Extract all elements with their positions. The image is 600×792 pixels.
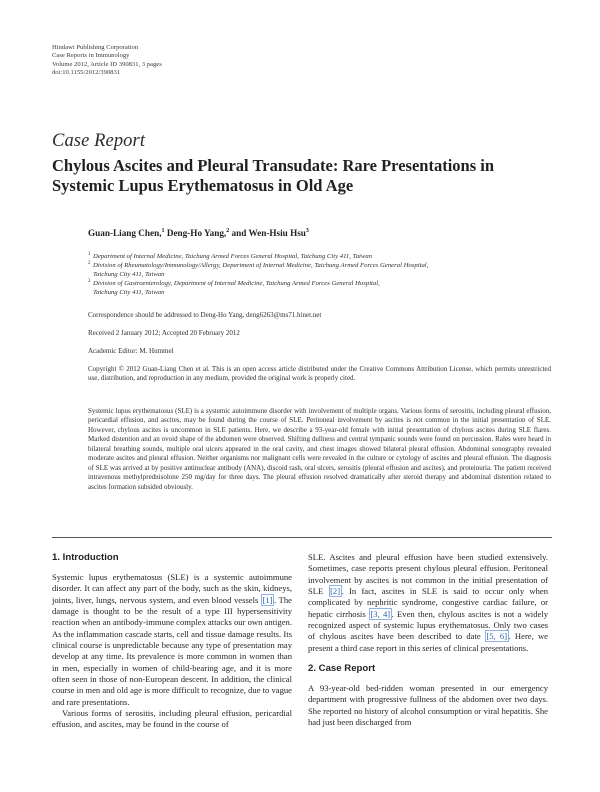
affiliations [88,253,558,298]
affiliation-item [88,280,558,289]
volume-info: Volume 2012, Article ID 390831, 3 pages [52,60,162,68]
publisher-name: Hindawi Publishing Corporation [52,44,139,51]
academic-editor: Academic Editor: M. Hummel [88,347,174,355]
article-title: Chylous Ascites and Pleural Transudate: Rare Presentations in Systemic Lupus Erythematosus in Old Age [52,156,495,195]
paragraph-text: Systemic lupus erythematosus (SLE) is a systemic autoimmune disorder. It can affect any part of the body, such as the skin, kidneys, joints, liver, lungs, nervous system, and even blood vessels [52,572,292,605]
left-column [52,552,292,731]
journal-header [52,44,162,78]
author-list [88,228,309,238]
introduction-paragraph-continued [308,552,548,654]
doi: doi:10.1155/2012/390831 [52,69,121,77]
paragraph-text: SLE. Ascites and pleural effusion have been studied extensively. Sometimes, case reports present chylous pleural effusion. Peritoneal involvement by ascites is not common in the initial presentation of SLE [308,552,548,597]
affiliation-item [88,253,558,262]
affiliation-text: Department of Internal Medicine, Taichung Armed Forces General Hospital, Taichung City 411, Taiwan [93,253,373,260]
author-name: Deng-Ho Yang, [166,228,227,239]
author-affiliation-mark: 1 [161,228,165,234]
abstract: Systemic lupus erythematosus (SLE) is a systemic autoimmune disorder with involvement of multiple organs. Various forms of serositis, including pleural effusion, pericardial effusion, and ascites, may be found during the course of SLE. Peritoneal involvement by ascites is not common in the initial presentation of SLE. However, chylous ascites is uncommon in SLE patients. Here, we describe a 93-year-old female with initial presentation of chylous ascites during SLE flares. Marked distention and an ovoid shape of the abdomen were observed. Shifting dullness and central tympanic sounds were found on percussion. Rales were heard in bilateral breathing sounds, multiple oral ulcers appeared in the oral cavity, and chest images showed bilateral pleural effusion. Abdominal sonography revealed moderate ascites and pleural effusion. Neither organisms nor malignant cells were revealed in the culture or cytology of ascites and pleural effusion. The diagnosis of SLE was arrived at by positive antinuclear antibody (ANA), discoid rash, oral ulcers, serositis (pleural effusion and ascites), and proteinuria. The patient received intravenous methylprednisolone 250 mg/day for three days. The pleural effusion resolved dramatically after steroid therapy and abdominal distention related to ascites formation subsided obviously. [88,407,551,491]
correspondence-line: Correspondence should be addressed to Deng-Ho Yang, deng6263@ms71.hinet.net [88,311,322,319]
introduction-heading: 1. Introduction [52,552,119,563]
affiliation-item [88,262,558,271]
introduction-paragraph: Various forms of serositis, including pleural effusion, pericardial effusion, and ascites, may be found in the course of [52,708,292,730]
citation-link[interactable]: [2] [330,586,341,597]
right-column [308,552,548,728]
affiliation-number: 3 [88,278,91,284]
journal-name: Case Reports in Immunology [52,52,130,60]
received-accepted-dates: Received 2 January 2012; Accepted 20 February 2012 [88,329,240,337]
document-type: Case Report [52,131,146,151]
affiliation-text: Division of Rheumatology/Immunology/Allergy, Department of Internal Medicine, Taichung Armed Forces General Hospital, [93,261,429,269]
affiliation-number: 1 [88,252,91,257]
affiliation-text-continued: Taichung City 411, Taiwan [93,288,165,296]
paragraph-text: . The damage is thought to be the result of a type III hypersensitivity reaction when an antibody-immune complex attacks our own antigen. As the inflammation cascade starts, cell and tissue damage results. Its clinical course is unpredictable because any type of presentation may develop at any time. Its prevalence is more common in women than in men, especially in women of child-bearing age, and it is more often seen in those of non-European descent. In addition, the clinical course in men and old age is more difficult to recognize, due to vague and rare presentations. [52,594,292,707]
introduction-paragraph [52,572,292,708]
paragraph-text: . Here, we present a third case report in this series of clinical presentations. [308,631,549,653]
author-affiliation-mark: 2 [226,228,230,234]
case-report-heading: 2. Case Report [308,663,376,675]
paragraph-text: . In fact, ascites in SLE is said to occur only when complicated by nephritic syndrome, congestive cardiac failure, or hepatic cirrhosis [308,586,548,619]
affiliation-number: 2 [88,260,91,266]
affiliation-text: Division of Gastroenterology, Department of Internal Medicine, Taichung Armed Forces General Hospital, [93,279,380,287]
affiliation-text-continued: Taichung City 411, Taiwan [93,270,165,278]
case-report-paragraph: A 93-year-old bed-ridden woman presented in our emergency department with progressive fullness of the abdomen over two days. She reported no history of alcohol consumption or viral hepatitis. She had just been discharged from [308,683,548,728]
citation-link[interactable]: [3, 4] [370,608,391,619]
author-name: and Wen-Hsiu Hsu [231,228,306,239]
section-divider [52,537,552,538]
author-name: Guan-Liang Chen, [88,228,162,239]
copyright-notice: Copyright © 2012 Guan-Liang Chen et al. This is an open access article distributed under the Creative Commons Attribution License, which permits unrestricted use, distribution, and reproduction in any medium, provided the original work is properly cited. [88,365,551,383]
citation-link[interactable]: [1] [262,594,273,605]
author-affiliation-mark: 3 [305,228,309,234]
paragraph-text: . Even then, chylous ascites is not a widely recognized aspect of systemic lupus erythematosus. Only two cases of chylous ascites have been described to date [308,608,548,642]
citation-link[interactable]: [5, 6] [486,631,508,642]
